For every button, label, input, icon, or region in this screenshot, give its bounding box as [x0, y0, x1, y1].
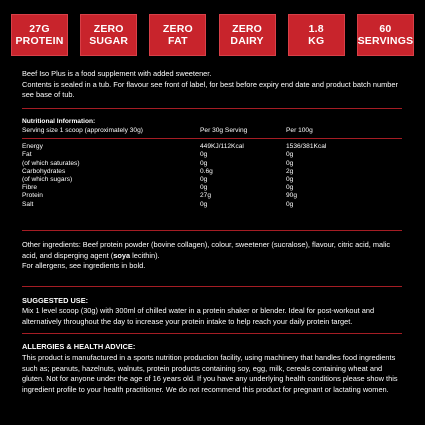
serving-size-label: Serving size 1 scoop (approximately 30g): [22, 127, 143, 134]
nutrient-label: Energy: [22, 143, 43, 151]
badge-servings: [357, 14, 414, 56]
nutrition-row: [22, 143, 402, 151]
nutrition-row: [22, 176, 402, 184]
nutrition-row: [22, 168, 402, 176]
badge-weight: [288, 14, 345, 56]
badge-value: 1.8: [308, 23, 324, 35]
badge-dairy: [219, 14, 276, 56]
per-serving-header: Per 30g Serving: [200, 127, 248, 134]
nutrient-label: (of which saturates): [22, 159, 80, 167]
per-100g-value: 0g: [286, 200, 294, 208]
badge-value: 27G: [29, 23, 50, 35]
per-100g-value: 1536/381Kcal: [286, 143, 327, 151]
intro-line-2: Contents is sealed in a tub. For flavour see front of label, for best before expiry end date and product batch number see base of tub.: [22, 79, 398, 99]
nutrition-row: [22, 151, 402, 159]
ingredients-block: [22, 240, 406, 272]
per-serving-value: 449KJ/112Kcal: [200, 143, 244, 151]
badge-label: KG: [308, 35, 325, 47]
allergen-highlight: soya: [113, 250, 131, 260]
suggested-use-body: Mix 1 level scoop (30g) with 300ml of chilled water in a protein shaker or blender. Ideal for post-workout and alternatively throughout the day to increase your protein intake to help reach your daily protein target.: [22, 306, 375, 326]
badge-label: PROTEIN: [15, 35, 64, 47]
badge-label: SERVINGS: [357, 35, 414, 47]
badge-value: ZERO: [93, 23, 124, 35]
divider: [22, 138, 402, 139]
badge-value: 60: [379, 23, 392, 35]
nutrition-row: [22, 192, 402, 200]
nutrient-label: Carbohydrates: [22, 167, 66, 175]
nutrition-title: Nutritional Information:: [22, 118, 96, 125]
divider: [22, 286, 402, 287]
per-100g-value: 2g: [286, 167, 294, 175]
per-serving-value: 0g: [200, 151, 208, 159]
nutrition-row: [22, 201, 402, 209]
per-serving-value: 0g: [200, 184, 208, 192]
badge-label: FAT: [168, 35, 188, 47]
nutrition-row: [22, 160, 402, 168]
badge-protein: [11, 14, 68, 56]
divider: [22, 230, 402, 231]
badge-value: ZERO: [232, 23, 263, 35]
per-100g-value: 0g: [286, 151, 294, 159]
ingredients-part-1: Other ingredients: Beef protein powder (bovine collagen), colour, sweetener (sucralose), flavour, citric acid, malic acid, and disperging agent (: [22, 240, 391, 260]
per-100g-value: 0g: [286, 175, 294, 183]
badge-row: [11, 14, 414, 56]
allergies-body: This product is manufactured in a sports nutrition production facility, using machinery that handles food ingredients such as; peanuts, hazelnuts, walnuts, protein products containing soy, egg, milk, cereals containing wheat and gluten. Not for anyone under the age of 16 years old. If you have any underlying health conditions please show this ingredient profile to your health practitioner. We do not recommend this product for pregnant or lactating women.: [22, 353, 398, 394]
badge-fat: [149, 14, 206, 56]
badge-label: SUGAR: [89, 35, 129, 47]
per-serving-value: 0g: [200, 159, 208, 167]
per-100g-header: Per 100g: [286, 127, 313, 134]
divider: [22, 108, 402, 109]
nutrient-label: Salt: [22, 200, 34, 208]
badge-sugar: [80, 14, 137, 56]
allergies-title: ALLERGIES & HEALTH ADVICE:: [22, 342, 136, 351]
nutrient-label: Fat: [22, 151, 32, 159]
nutrition-table: [22, 127, 402, 209]
badge-value: ZERO: [162, 23, 193, 35]
per-serving-value: 0g: [200, 175, 208, 183]
ingredients-text: [22, 240, 406, 261]
nutrient-label: Fibre: [22, 184, 38, 192]
per-100g-value: 0g: [286, 159, 294, 167]
per-serving-value: 0.6g: [200, 167, 213, 175]
nutrient-label: Protein: [22, 192, 43, 200]
per-100g-value: 0g: [286, 184, 294, 192]
ingredients-part-2: lecithin).: [130, 250, 160, 260]
product-intro: [22, 69, 407, 101]
per-100g-value: 90g: [286, 192, 298, 200]
nutrition-header-row: [22, 127, 402, 135]
nutrition-row: [22, 184, 402, 192]
per-serving-value: 0g: [200, 200, 208, 208]
intro-line-1: Beef Iso Plus is a food supplement with added sweetener.: [22, 69, 212, 78]
allergen-note: For allergens, see ingredients in bold.: [22, 261, 146, 271]
per-serving-value: 27g: [200, 192, 212, 200]
divider: [22, 333, 402, 334]
nutrient-label: (of which sugars): [22, 175, 73, 183]
suggested-use-title: SUGGESTED USE:: [22, 296, 89, 305]
badge-label: DAIRY: [230, 35, 264, 47]
